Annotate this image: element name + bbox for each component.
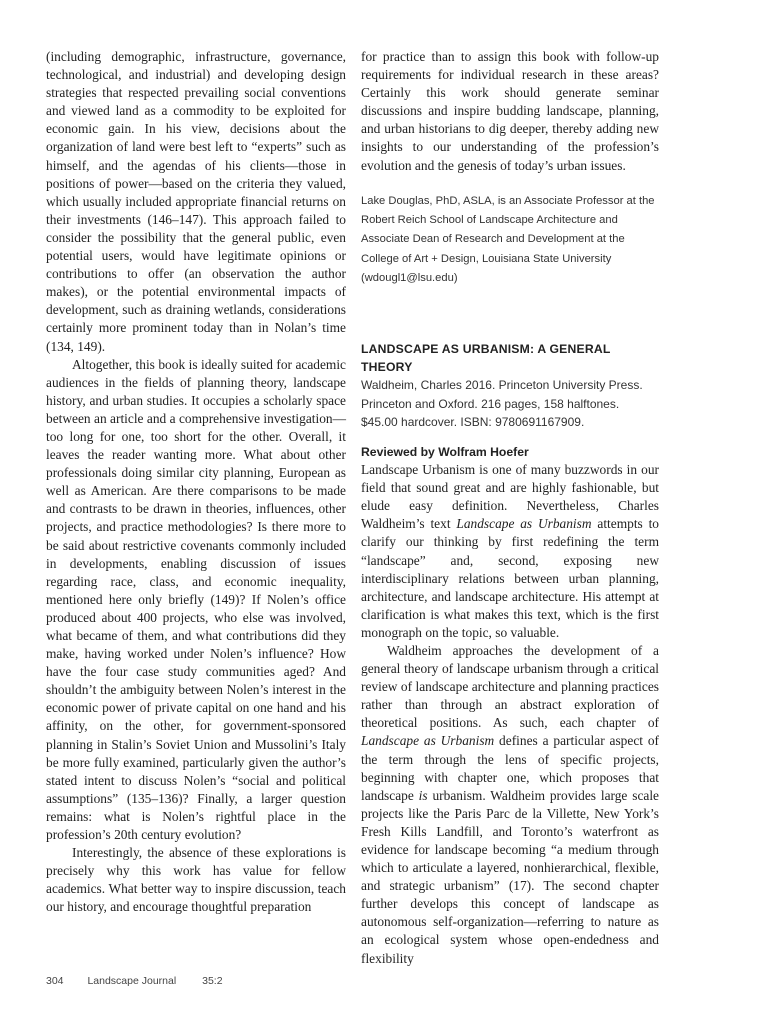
body-paragraph — [361, 461, 659, 642]
book-citation: Waldheim, Charles 2016. Princeton University Press. Princeton and Oxford. 216 pages, 158 halftones. $45.00 hardcover. ISBN: 9780691167909. — [361, 378, 643, 429]
body-paragraph: Interestingly, the absence of these explorations is precisely why this work has value for fellow academics. What better way to inspire discussion, teach our history, and encourage thoughtful preparation — [46, 845, 346, 915]
emphasis-italic: is — [418, 787, 428, 803]
text-run: Waldheim approaches the development of a general theory of landscape urbanism through a critical review of landscape architecture and planning practices rather than through an abstract exploration of theoretical positions. As such, each chapter of — [361, 642, 659, 731]
book-title-italic: Landscape as Urbanism — [456, 516, 592, 532]
right-column — [361, 48, 659, 968]
body-paragraph — [361, 642, 659, 968]
text-run: attempts to clarify our thinking by first redefining the term “landscape” and, second, exposing new interdisciplinary relations between urban planning, architecture, and landscape architecture. His attempt at clarification is what makes this text, which is the first monograph on the topic, so valuable. — [361, 516, 659, 640]
body-paragraph: Altogether, this book is ideally suited for academic audiences in the fields of planning theory, landscape history, and urban studies. It occupies a scholarly space between an article and a comprehensive investigation—too long for one, too short for the other. Overall, it leaves the reader wanting more. What about other professionals doing similar city planning, European as well as American. Are there comparisons to be made and contrasts to be drawn in theories, influences, other projects, and practice methodologies? Is there more to be said about restrictive covenants commonly included in developments, enabling discussion of issues regarding race, class, and economic inequality, mentioned here only briefly (149)? If Nolen’s office produced about 400 projects, who else was involved, what became of them, and what contributions did they make, having worked under Nolen’s influence? How have the four case study communities aged? And shouldn’t the ambiguity between Nolen’s interest in the economic power of private capital on one hand and his affinity, on the other, for government-sponsored planning in Stalin’s Soviet Union and Mussolini’s Italy be more fully examined, particularly given the author’s stated intent to discuss Nolen’s “social and political assumptions” (135–136)? Finally, a larger question remains: what is Nolen’s rightful place in the profession’s 20th century evolution? — [46, 356, 346, 843]
review-heading: LANDSCAPE AS URBANISM: A GENERAL THEORY — [361, 342, 611, 375]
issue-number: 35:2 — [202, 975, 223, 987]
journal-name: Landscape Journal — [87, 975, 177, 987]
text-run: Landscape Urbanism is one of many buzzwords in our field that sound great and are highly fashionable, but elude easy definition. Nevertheless, Charles Waldheim’s text — [361, 462, 659, 532]
text-run: defines a particular aspect of the term through the lens of specific projects, beginning with chapter one, which proposes that landscape — [361, 733, 659, 803]
page-footer — [46, 975, 244, 987]
book-title-italic: Landscape as Urbanism — [361, 733, 495, 749]
left-column — [46, 48, 346, 917]
reviewer-byline: Reviewed by Wolfram Hoefer — [361, 444, 529, 459]
author-bio: Lake Douglas, PhD, ASLA, is an Associate Professor at the Robert Reich School of Landscape Architecture and Associate Dean of Research and Development at the College of Art + Design, Louisiana State University (wdougl1@lsu.edu) — [361, 194, 655, 284]
body-paragraph: (including demographic, infrastructure, governance, technological, and industrial) and developing design strategies that respected prevailing social conventions and viewed land as a commodity to be exploited for economic gain. In his view, decisions about the organization of land were best left to “experts” such as himself, and the agendas of his clients—those in positions of power—based on the criteria they valued, which usually included appropriate financial returns on their investments (146–147). This approach failed to consider the possibility that the general public, even potential users, would have legitimate opinions or contributions to offer (an observation the author makes), or the potential environmental impacts of development, such as draining wetlands, considerations certainly more prominent today than in Nolan’s time (134, 149). — [46, 49, 346, 354]
text-run: urbanism. Waldheim provides large scale projects like the Paris Parc de la Villette, New York’s Fresh Kills Landfill, and Toronto’s waterfront as evidence for landscape becoming “a medium through which to articulate a layered, nonhierarchical, flexible, and strategic urbanism” (17). The second chapter further develops this concept of landscape as autonomous self-organization—referring to nature as an ecological system whose open-endedness and flexibility — [361, 787, 660, 966]
body-paragraph: for practice than to assign this book with follow-up requirements for individual research in these areas? Certainly this work should generate seminar discussions and inspire budding landscape, planning, and urban historians to dig deeper, thereby adding new insights to our understanding of the profession’s evolution and the genesis of today’s urban issues. — [361, 49, 659, 173]
page-number: 304 — [46, 975, 64, 987]
